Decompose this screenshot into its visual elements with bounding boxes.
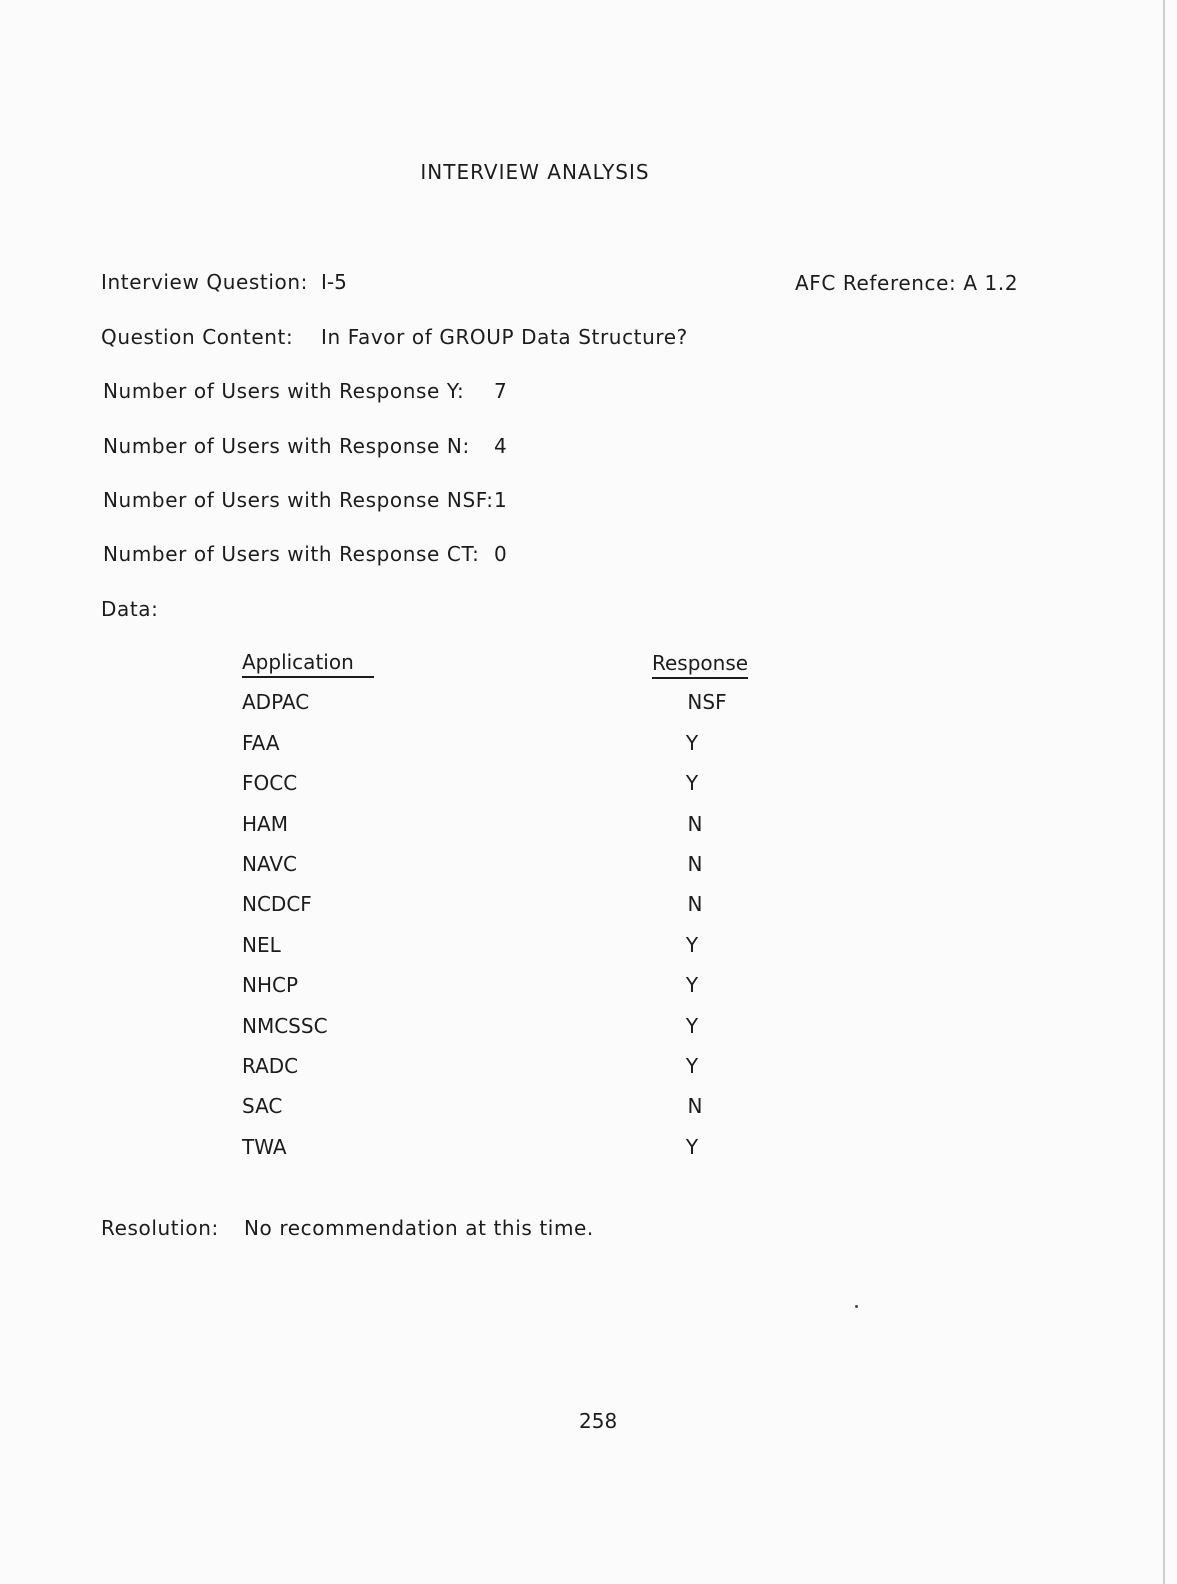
- table-row-response: Y: [685, 731, 699, 755]
- data-label: Data:: [101, 597, 159, 621]
- response-count-value: 7: [494, 379, 507, 403]
- resolution-value: No recommendation at this time.: [244, 1216, 594, 1240]
- table-row-application: RADC: [242, 1054, 299, 1078]
- question-content-label: Question Content:: [101, 325, 294, 349]
- table-row-application: NEL: [242, 933, 281, 957]
- table-row-response: N: [687, 812, 703, 836]
- page-number: 258: [579, 1409, 618, 1433]
- table-row-response: NSF: [687, 690, 727, 714]
- table-row-response: Y: [685, 1054, 699, 1078]
- table-row-response: Y: [685, 973, 699, 997]
- response-column-header: Response: [652, 651, 748, 679]
- table-row-application: NCDCF: [242, 892, 312, 916]
- scan-speck: [855, 1305, 858, 1308]
- table-row-application: HAM: [242, 812, 288, 836]
- table-row-response: Y: [685, 771, 699, 795]
- response-count-label: Number of Users with Response Y:: [103, 379, 465, 403]
- table-row-response: N: [687, 892, 703, 916]
- application-column-header: Application: [242, 650, 374, 678]
- page-title: INTERVIEW ANALYSIS: [420, 160, 650, 184]
- table-row-application: TWA: [242, 1135, 287, 1159]
- table-row-response: Y: [685, 933, 699, 957]
- table-row-application: FAA: [242, 731, 280, 755]
- question-content-value: In Favor of GROUP Data Structure?: [321, 325, 688, 349]
- table-row-response: N: [687, 852, 703, 876]
- table-row-application: NMCSSC: [242, 1014, 328, 1038]
- response-count-value: 1: [494, 488, 507, 512]
- table-row-response: N: [687, 1094, 703, 1118]
- table-row-response: Y: [685, 1014, 699, 1038]
- table-row-response: Y: [685, 1135, 699, 1159]
- table-row-application: NHCP: [242, 973, 299, 997]
- table-row-application: ADPAC: [242, 690, 310, 714]
- response-count-value: 0: [494, 542, 507, 566]
- response-count-value: 4: [494, 434, 507, 458]
- scan-edge-line: [1163, 0, 1165, 1584]
- interview-question-label: Interview Question:: [101, 270, 308, 294]
- response-count-label: Number of Users with Response N:: [103, 434, 470, 458]
- response-count-label: Number of Users with Response NSF:: [103, 488, 494, 512]
- resolution-label: Resolution:: [101, 1216, 219, 1240]
- response-count-label: Number of Users with Response CT:: [103, 542, 480, 566]
- table-row-application: NAVC: [242, 852, 298, 876]
- table-row-application: SAC: [242, 1094, 283, 1118]
- interview-question-value: I-5: [321, 270, 347, 294]
- afc-reference: AFC Reference: A 1.2: [795, 271, 1019, 295]
- table-row-application: FOCC: [242, 771, 298, 795]
